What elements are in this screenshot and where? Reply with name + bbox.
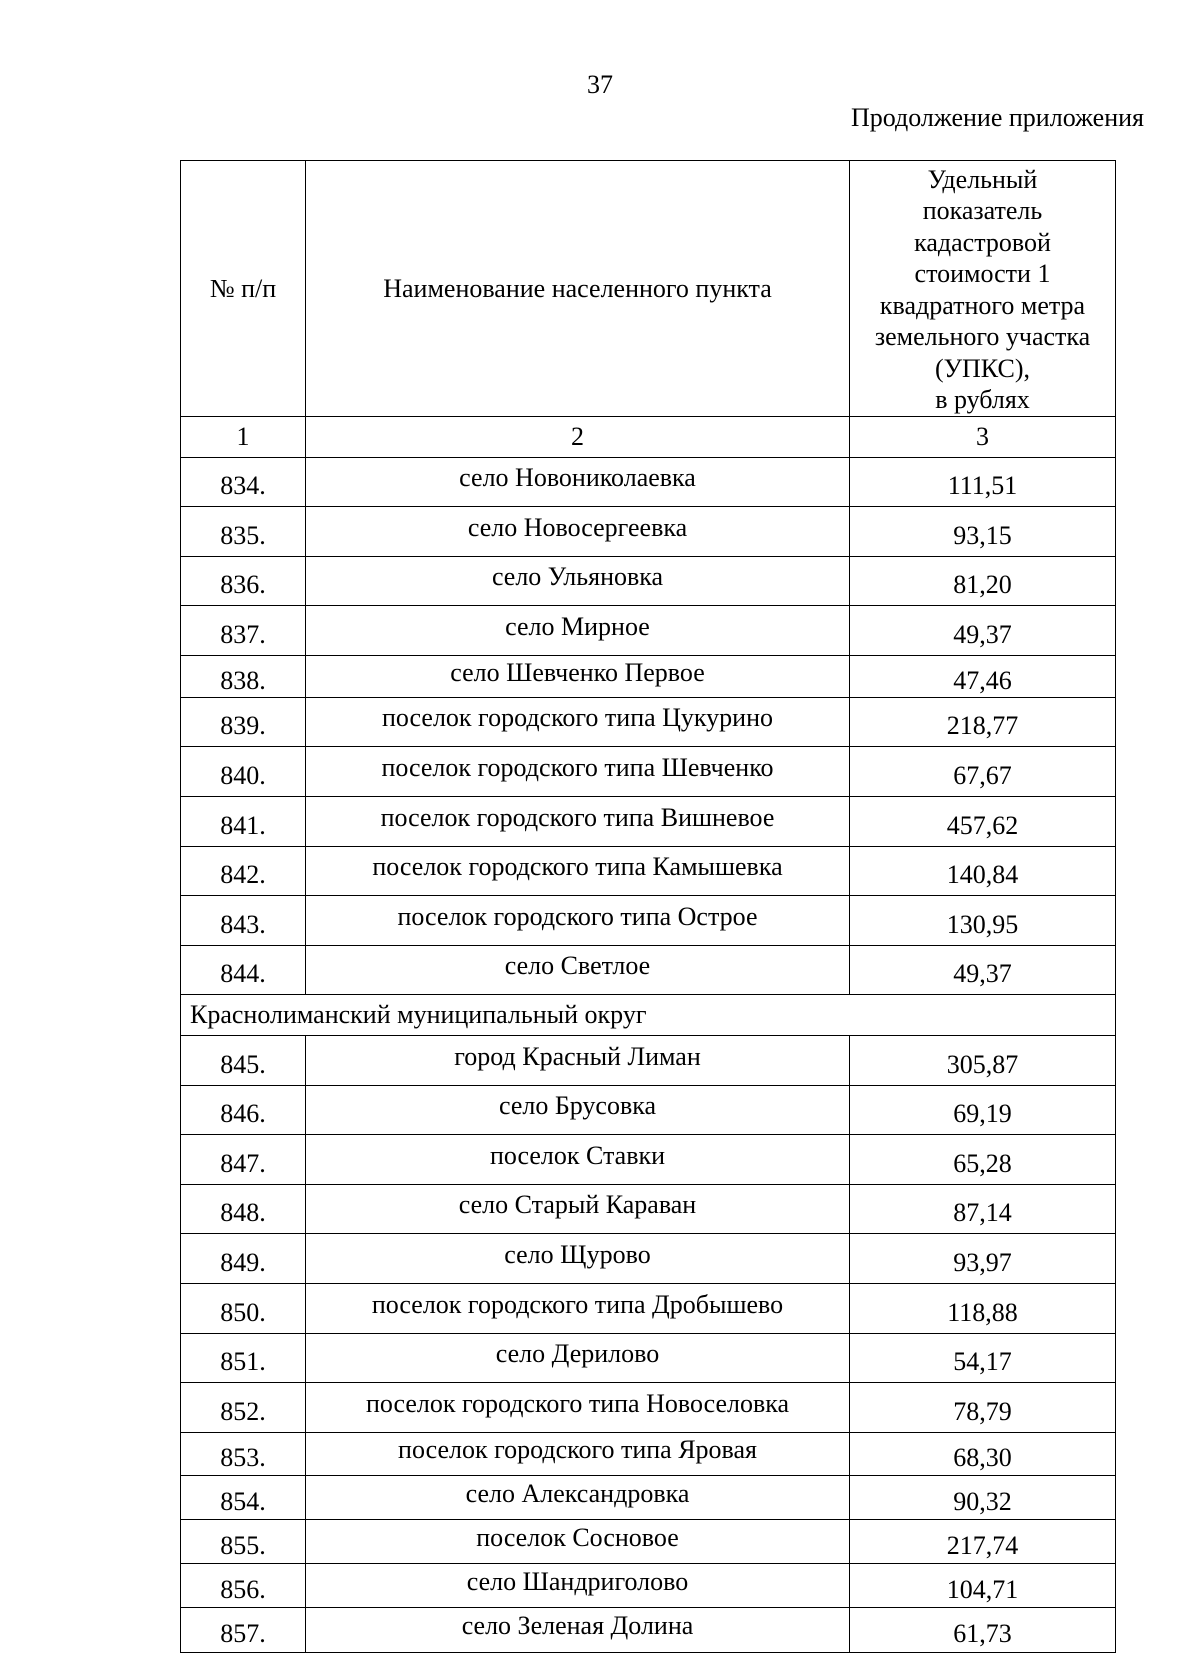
row-number: 840.: [181, 747, 306, 797]
table-row: [181, 1334, 1116, 1383]
header-value-line: квадратного метра: [879, 290, 1086, 320]
row-number: 845.: [181, 1036, 306, 1086]
table-row: [181, 1135, 1116, 1185]
settlement-name: село Светлое: [306, 946, 850, 995]
settlement-name: поселок Сосновое: [306, 1520, 850, 1564]
header-value-line: земельного участка: [874, 322, 1091, 351]
settlement-name: село Мирное: [306, 606, 850, 656]
table-row: [181, 1185, 1116, 1234]
header-value-line: кадастровой: [914, 227, 1051, 257]
upks-value: 47,46: [850, 656, 1116, 698]
column-number: 3: [850, 417, 1116, 458]
header-value-line: стоимости 1: [914, 259, 1051, 288]
settlement-name: поселок городского типа Яровая: [306, 1433, 850, 1476]
upks-value: 104,71: [850, 1564, 1116, 1608]
upks-value: 78,79: [850, 1383, 1116, 1433]
table-row: [181, 1036, 1116, 1086]
table-row: [181, 946, 1116, 995]
upks-value: 69,19: [850, 1086, 1116, 1135]
upks-value: 218,77: [850, 698, 1116, 747]
upks-value: 81,20: [850, 557, 1116, 606]
upks-value: 93,97: [850, 1234, 1116, 1284]
settlement-name: село Брусовка: [306, 1086, 850, 1135]
settlement-name: село Новосергеевка: [306, 507, 850, 557]
table-row: [181, 606, 1116, 656]
upks-value: 49,37: [850, 606, 1116, 656]
table-row: [181, 1086, 1116, 1135]
table-row: [181, 656, 1116, 698]
table-row: [181, 1608, 1116, 1653]
upks-value: 61,73: [850, 1608, 1116, 1653]
upks-value: 93,15: [850, 507, 1116, 557]
row-number: 836.: [181, 557, 306, 606]
district-name: Краснолиманский муниципальный округ: [181, 995, 1116, 1036]
row-number: 856.: [181, 1564, 306, 1608]
row-number: 850.: [181, 1284, 306, 1334]
header-value-line: показатель: [922, 196, 1043, 225]
table-row: [181, 797, 1116, 847]
row-number: 855.: [181, 1520, 306, 1564]
row-number: 838.: [181, 656, 306, 698]
row-number: 843.: [181, 896, 306, 946]
settlement-name: село Зеленая Долина: [306, 1608, 850, 1653]
column-number: 1: [181, 417, 306, 458]
settlement-name: село Новониколаевка: [306, 458, 850, 507]
row-number: 854.: [181, 1476, 306, 1520]
row-number: 835.: [181, 507, 306, 557]
upks-value: 90,32: [850, 1476, 1116, 1520]
header-row: [181, 161, 1116, 417]
settlement-name: поселок Ставки: [306, 1135, 850, 1185]
upks-value: 67,67: [850, 747, 1116, 797]
header-value: [850, 161, 1116, 417]
row-number: 844.: [181, 946, 306, 995]
table-row: [181, 507, 1116, 557]
row-number: 841.: [181, 797, 306, 847]
settlement-name: поселок городского типа Острое: [306, 896, 850, 946]
row-number: 834.: [181, 458, 306, 507]
table-row: [181, 847, 1116, 896]
settlement-name: село Старый Караван: [306, 1185, 850, 1234]
upks-value: 457,62: [850, 797, 1116, 847]
settlement-name: поселок городского типа Цукурино: [306, 698, 850, 747]
settlement-name: поселок городского типа Камышевка: [306, 847, 850, 896]
settlement-name: село Александровка: [306, 1476, 850, 1520]
settlement-name: поселок городского типа Новоселовка: [306, 1383, 850, 1433]
row-number: 837.: [181, 606, 306, 656]
upks-value: 68,30: [850, 1433, 1116, 1476]
row-number: 839.: [181, 698, 306, 747]
row-number: 842.: [181, 847, 306, 896]
upks-value: 54,17: [850, 1334, 1116, 1383]
continuation-label: Продолжение приложения: [850, 103, 1144, 132]
district-row: [181, 995, 1116, 1036]
header-value-line: в рублях: [935, 385, 1030, 414]
upks-value: 140,84: [850, 847, 1116, 896]
row-number: 846.: [181, 1086, 306, 1135]
upks-value: 111,51: [850, 458, 1116, 507]
table-row: [181, 1476, 1116, 1520]
table-row: [181, 1383, 1116, 1433]
settlement-name: поселок городского типа Шевченко: [306, 747, 850, 797]
table-row: [181, 1284, 1116, 1334]
table-row: [181, 458, 1116, 507]
row-number: 847.: [181, 1135, 306, 1185]
upks-value: 87,14: [850, 1185, 1116, 1234]
upks-value: 65,28: [850, 1135, 1116, 1185]
row-number: 851.: [181, 1334, 306, 1383]
column-number-row: [181, 417, 1116, 458]
settlement-name: поселок городского типа Дробышево: [306, 1284, 850, 1334]
upks-value: 118,88: [850, 1284, 1116, 1334]
settlement-name: село Дерилово: [306, 1334, 850, 1383]
row-number: 848.: [181, 1185, 306, 1234]
row-number: 853.: [181, 1433, 306, 1476]
row-number: 857.: [181, 1608, 306, 1653]
header-name: Наименование населенного пункта: [306, 161, 850, 417]
header-num: № п/п: [181, 161, 306, 417]
table-row: [181, 1234, 1116, 1284]
upks-value: 217,74: [850, 1520, 1116, 1564]
table-row: [181, 1564, 1116, 1608]
table-row: [181, 1520, 1116, 1564]
row-number: 852.: [181, 1383, 306, 1433]
settlement-name: село Щурово: [306, 1234, 850, 1284]
table-row: [181, 896, 1116, 946]
table-row: [181, 698, 1116, 747]
row-number: 849.: [181, 1234, 306, 1284]
table-row: [181, 1433, 1116, 1476]
settlement-name: город Красный Лиман: [306, 1036, 850, 1086]
column-number: 2: [306, 417, 850, 458]
upks-value: 49,37: [850, 946, 1116, 995]
header-value-line: Удельный: [927, 164, 1038, 194]
settlement-name: село Ульяновка: [306, 557, 850, 606]
upks-value: 305,87: [850, 1036, 1116, 1086]
table-row: [181, 747, 1116, 797]
page-number: 37: [587, 70, 613, 99]
table-row: [181, 557, 1116, 606]
settlement-name: село Шандриголово: [306, 1564, 850, 1608]
header-value-line: (УПКС),: [934, 353, 1031, 383]
upks-table: [180, 160, 1116, 1653]
settlement-name: поселок городского типа Вишневое: [306, 797, 850, 847]
upks-value: 130,95: [850, 896, 1116, 946]
settlement-name: село Шевченко Первое: [306, 656, 850, 698]
